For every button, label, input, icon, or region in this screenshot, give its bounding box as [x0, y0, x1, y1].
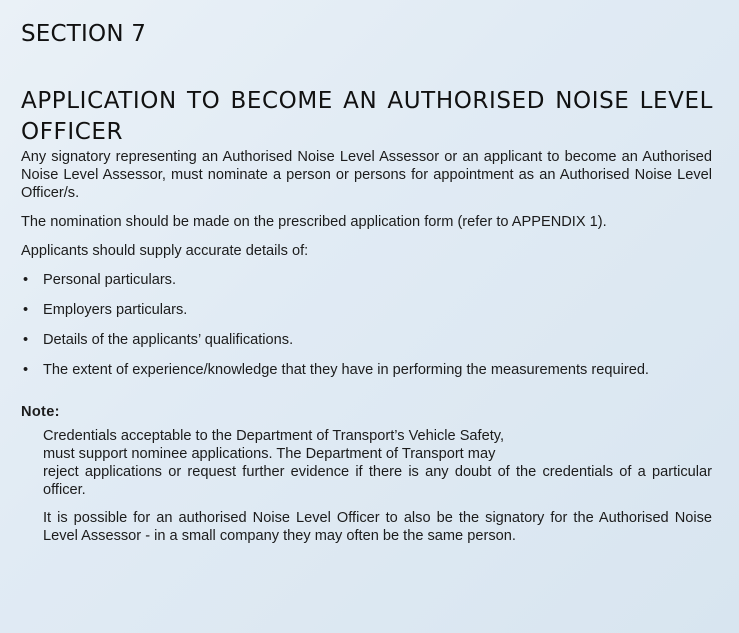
note-line: must support nominee applications. The Department of Transport may: [43, 446, 496, 462]
note-paragraph: [43, 427, 712, 499]
section-heading: SECTION 7: [21, 21, 147, 47]
note-paragraph-2: It is possible for an authorised Noise Level Officer to also be the signatory for the Authorised Noise Level Assessor - in a small company they may often be the same person.: [43, 510, 712, 544]
nomination-paragraph: The nomination should be made on the prescribed application form (refer to APPENDIX 1).: [21, 214, 607, 230]
applicants-paragraph: Applicants should supply accurate details of:: [21, 243, 309, 259]
list-item: [21, 331, 712, 349]
intro-paragraph: Any signatory representing an Authorised Noise Level Assessor or an applicant to become an Authorised Noise Level Assessor, must nominate a person or persons for appointment as an Authorised Noise Level Officer/s.: [21, 149, 712, 201]
list-item-text: The extent of experience/knowledge that they have in performing the measurements required.: [43, 362, 649, 378]
details-list: [21, 271, 712, 379]
list-item: [21, 271, 712, 289]
list-item-text: Details of the applicants’ qualifications.: [43, 332, 294, 348]
list-item-text: Employers particulars.: [43, 302, 188, 318]
bullet-icon: •: [23, 272, 29, 288]
list-item: [21, 301, 712, 319]
bullet-icon: •: [23, 362, 29, 378]
document-body: [21, 148, 712, 555]
list-item-text: Personal particulars.: [43, 272, 177, 288]
bullet-icon: •: [23, 332, 29, 348]
page-title: APPLICATION TO BECOME AN AUTHORISED NOISE LEVEL OFFICER: [21, 88, 713, 145]
note-heading: Note:: [21, 404, 60, 420]
note-block: [21, 427, 712, 545]
note-line: reject applications or request further evidence if there is any doubt of the credentials of a particular officer.: [43, 464, 712, 498]
list-item: [21, 361, 712, 379]
note-line: Credentials acceptable to the Department of Transport’s Vehicle Safety,: [43, 428, 505, 444]
bullet-icon: •: [23, 302, 29, 318]
